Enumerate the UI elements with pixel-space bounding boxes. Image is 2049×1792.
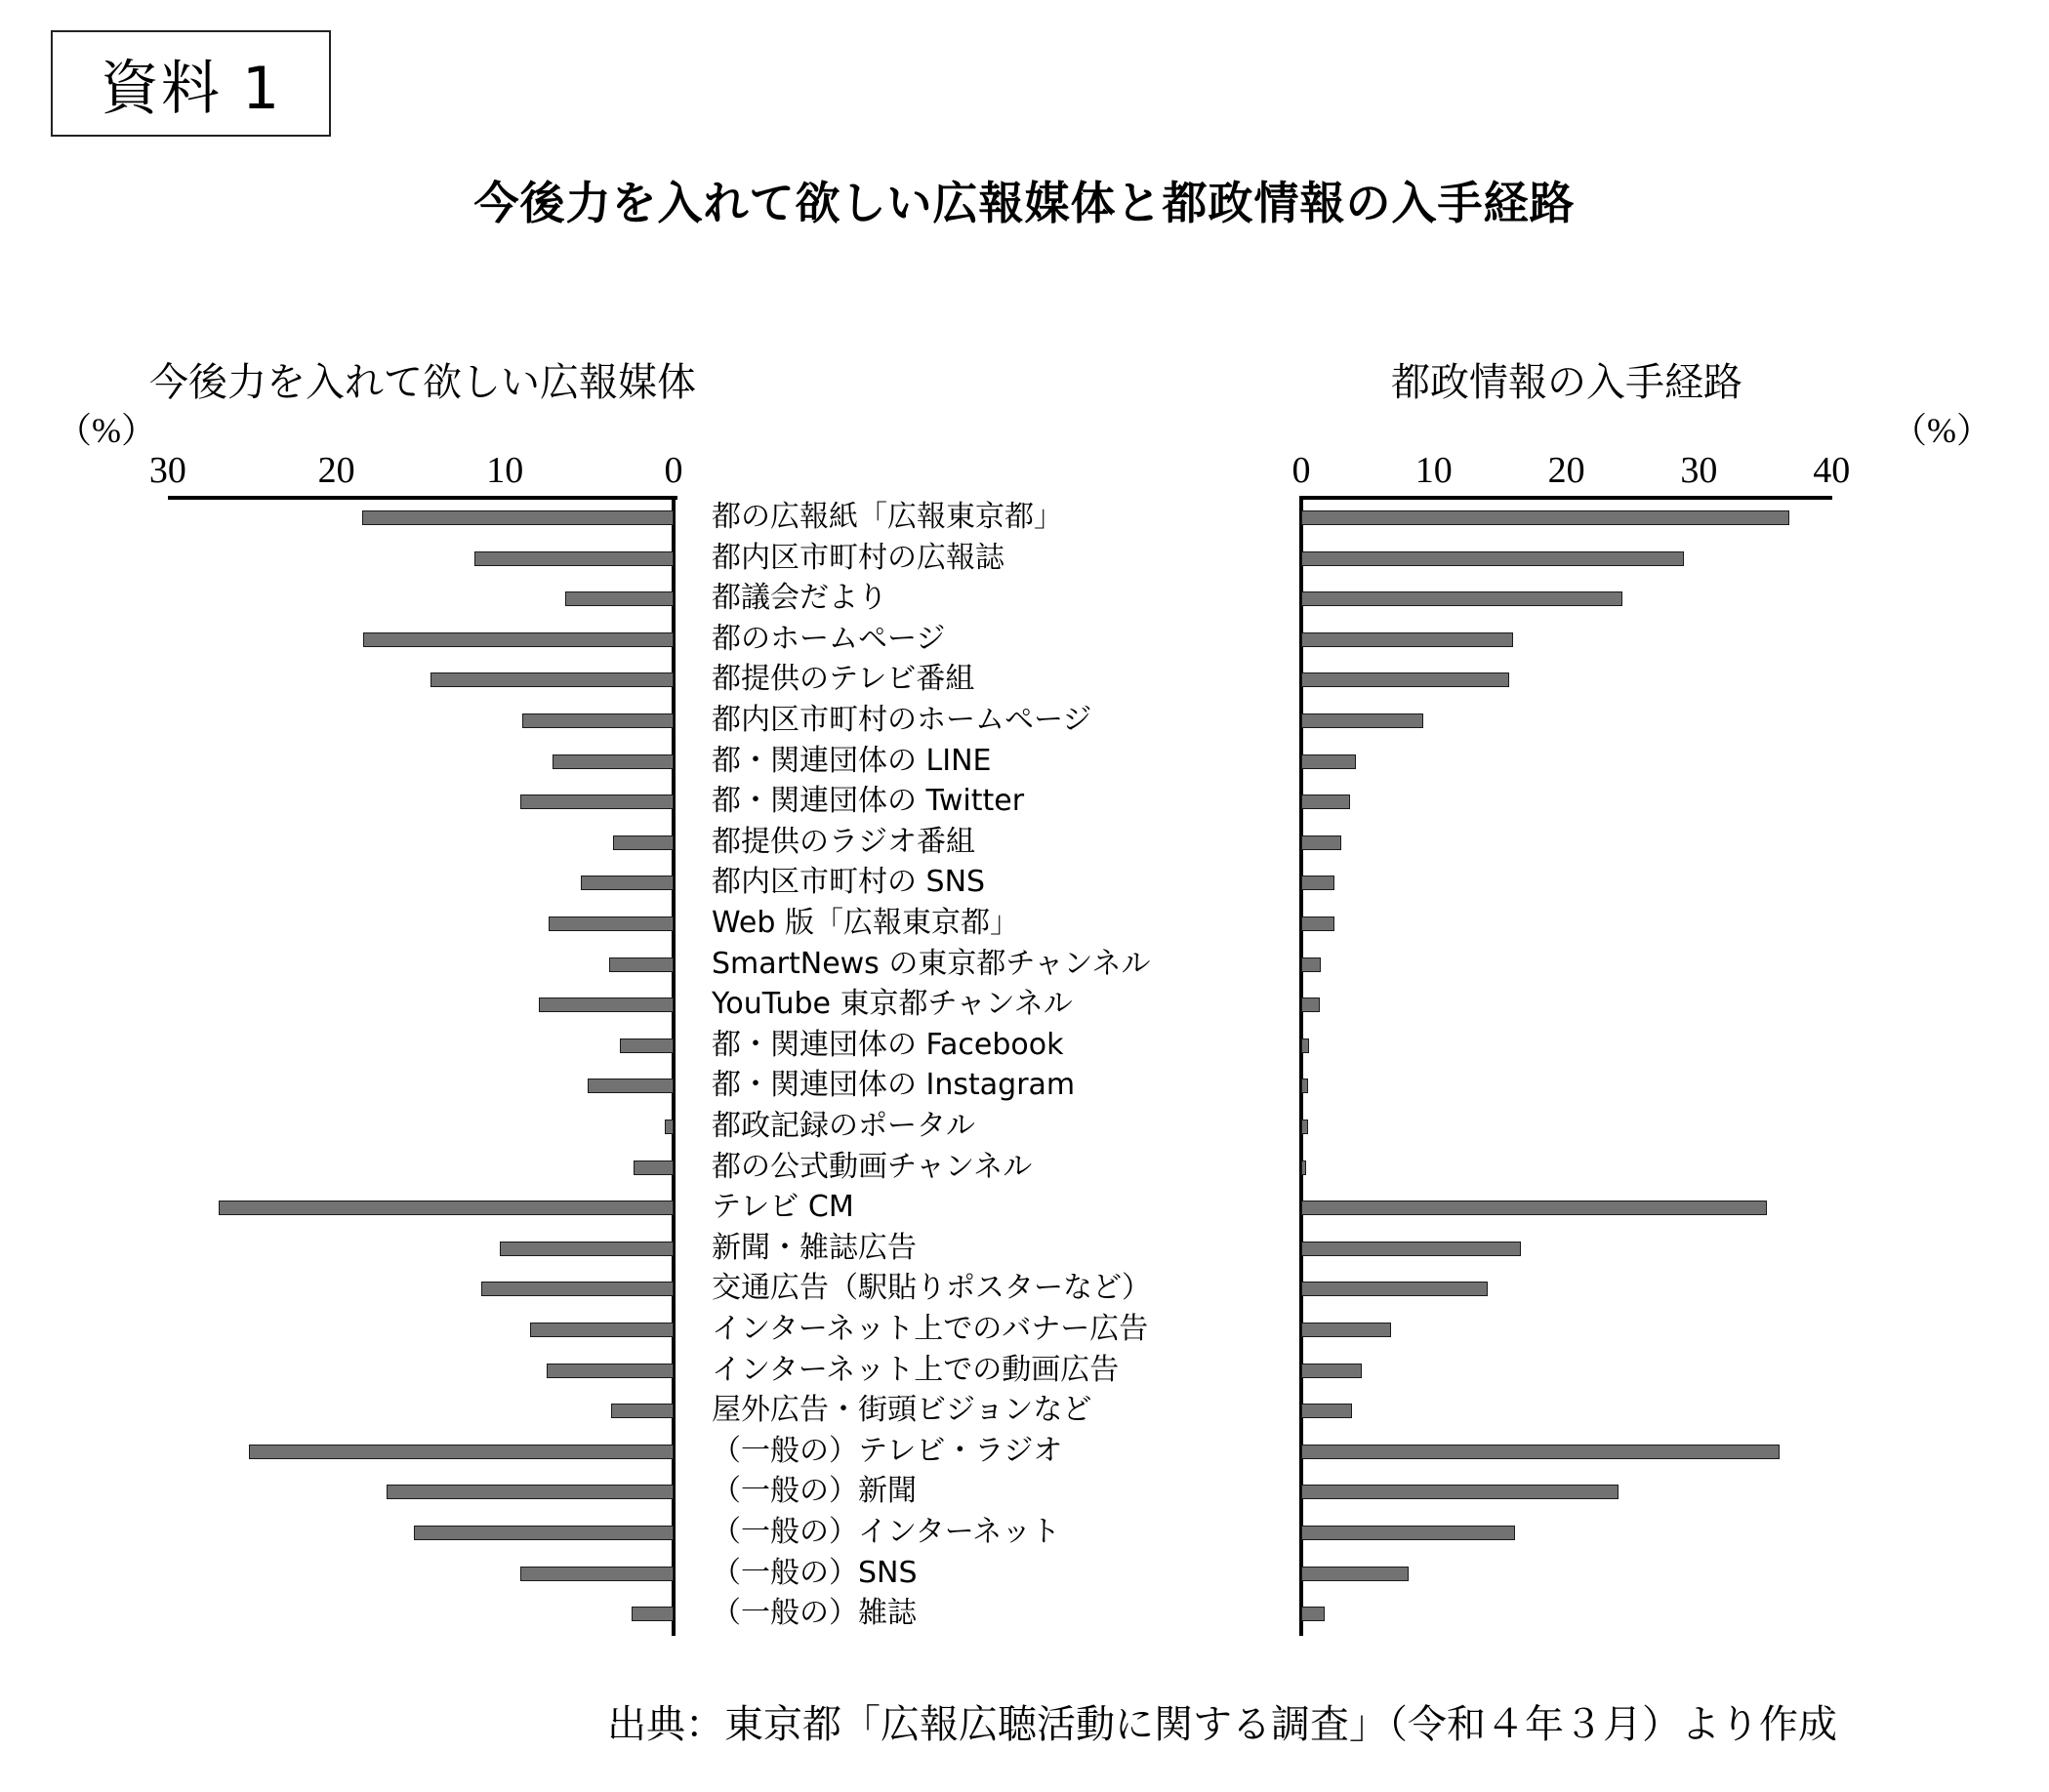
left-tick-label: 30	[148, 450, 186, 491]
right-bar	[1301, 632, 1513, 647]
left-bar	[530, 1323, 674, 1337]
right-baseline	[1299, 496, 1303, 1636]
right-bar	[1301, 510, 1789, 525]
document-label: 資料 1	[100, 54, 282, 123]
category-label: 都・関連団体の LINE	[712, 743, 992, 778]
right-bar	[1301, 1282, 1488, 1296]
category-label: 屋外広告・街頭ビジョンなど	[712, 1393, 1092, 1428]
right-bar	[1301, 713, 1423, 728]
left-bar	[249, 1445, 674, 1459]
left-bar	[430, 672, 674, 687]
left-bar	[553, 754, 674, 769]
category-label: 都の広報紙「広報東京都」	[712, 500, 1063, 534]
category-label: 都提供のテレビ番組	[712, 662, 975, 697]
right-bar	[1301, 1485, 1619, 1499]
right-bar	[1301, 1607, 1325, 1621]
source-note: 出典：東京都「広報広聴活動に関する調査」（令和４年３月）より作成	[607, 1702, 1837, 1747]
left-tick-label: 20	[317, 450, 355, 491]
category-label: 都の公式動画チャンネル	[712, 1149, 1033, 1184]
left-bar	[474, 551, 674, 566]
category-label: 都議会だより	[712, 581, 887, 616]
left-bar	[219, 1201, 674, 1215]
document-label-box	[51, 30, 331, 137]
category-label: YouTube 東京都チャンネル	[712, 987, 1073, 1022]
category-label: 都のホームページ	[712, 621, 946, 656]
right-bar	[1301, 1161, 1306, 1175]
category-label: （一般の）新聞	[712, 1474, 917, 1509]
right-bar	[1301, 1039, 1309, 1053]
left-bar	[611, 1404, 674, 1418]
left-bar	[634, 1161, 674, 1175]
left-bar	[613, 835, 674, 850]
left-bar	[609, 957, 674, 972]
left-bar	[414, 1526, 674, 1540]
right-bar	[1301, 794, 1350, 809]
right-bar	[1301, 1404, 1352, 1418]
left-panel-subtitle: 今後力を入れて欲しい広報媒体	[149, 360, 696, 405]
category-label: インターネット上での動画広告	[712, 1352, 1120, 1387]
category-label: 都提供のラジオ番組	[712, 824, 975, 859]
right-bar	[1301, 835, 1341, 850]
left-bar	[387, 1485, 674, 1499]
right-tick-label: 20	[1547, 450, 1585, 491]
right-x-axis	[1299, 496, 1832, 500]
category-label: （一般の）雑誌	[712, 1596, 917, 1631]
left-x-axis	[168, 496, 677, 500]
right-bar	[1301, 1120, 1308, 1134]
category-label: （一般の）テレビ・ラジオ	[712, 1433, 1063, 1468]
category-label: 都・関連団体の Instagram	[712, 1068, 1076, 1103]
right-tick-label: 0	[1291, 450, 1311, 491]
right-bar	[1301, 957, 1321, 972]
right-bar	[1301, 1242, 1521, 1256]
category-label: 交通広告（駅貼りポスターなど）	[712, 1271, 1151, 1306]
left-bar	[539, 998, 674, 1012]
left-bar	[632, 1607, 674, 1621]
right-bar	[1301, 1445, 1780, 1459]
category-label: 都・関連団体の Facebook	[712, 1027, 1064, 1062]
category-label: 都・関連団体の Twitter	[712, 784, 1025, 819]
right-bar	[1301, 591, 1622, 606]
right-tick-label: 40	[1813, 450, 1851, 491]
left-bar	[500, 1242, 674, 1256]
right-bar	[1301, 672, 1509, 687]
left-bar	[665, 1120, 674, 1134]
right-bar	[1301, 1526, 1515, 1540]
right-bar	[1301, 998, 1320, 1012]
category-label: 都政記録のポータル	[712, 1109, 975, 1143]
left-baseline	[672, 496, 676, 1636]
left-bar	[520, 794, 674, 809]
right-bar	[1301, 1364, 1362, 1378]
category-label: （一般の）インターネット	[712, 1515, 1061, 1549]
category-label: （一般の）SNS	[712, 1555, 918, 1590]
category-label: SmartNews の東京都チャンネル	[712, 946, 1151, 981]
chart-title: 今後力を入れて欲しい広報媒体と都政情報の入手経路	[473, 177, 1576, 229]
right-unit-label: （%）	[1892, 411, 1991, 450]
category-label: 都内区市町村の広報誌	[712, 540, 1004, 575]
left-tick-label: 10	[486, 450, 524, 491]
right-bar	[1301, 1567, 1409, 1581]
left-bar	[588, 1079, 674, 1093]
right-bar	[1301, 916, 1334, 931]
right-bar	[1301, 1201, 1767, 1215]
right-panel-subtitle: 都政情報の入手経路	[1391, 360, 1742, 405]
left-bar	[481, 1282, 674, 1296]
right-bar	[1301, 754, 1356, 769]
left-bar	[522, 713, 674, 728]
right-bar	[1301, 551, 1684, 566]
left-bar	[620, 1039, 674, 1053]
left-bar	[549, 916, 674, 931]
left-bar	[547, 1364, 674, 1378]
left-bar	[581, 876, 674, 890]
category-label: Web 版「広報東京都」	[712, 906, 1019, 940]
left-bar	[362, 510, 674, 525]
right-tick-label: 10	[1414, 450, 1453, 491]
left-unit-label: （%）	[57, 411, 156, 450]
right-tick-label: 30	[1680, 450, 1718, 491]
category-label: テレビ CM	[712, 1190, 854, 1225]
right-bar	[1301, 1323, 1391, 1337]
category-label: インターネット上でのバナー広告	[712, 1312, 1149, 1346]
category-label: 都内区市町村の SNS	[712, 865, 986, 900]
left-bar	[363, 632, 674, 647]
category-label: 新聞・雑誌広告	[712, 1230, 917, 1265]
right-bar	[1301, 1079, 1308, 1093]
category-label: 都内区市町村のホームページ	[712, 703, 1092, 737]
left-bar	[565, 591, 674, 606]
left-bar	[520, 1567, 674, 1581]
right-bar	[1301, 876, 1334, 890]
left-tick-label: 0	[664, 450, 683, 491]
